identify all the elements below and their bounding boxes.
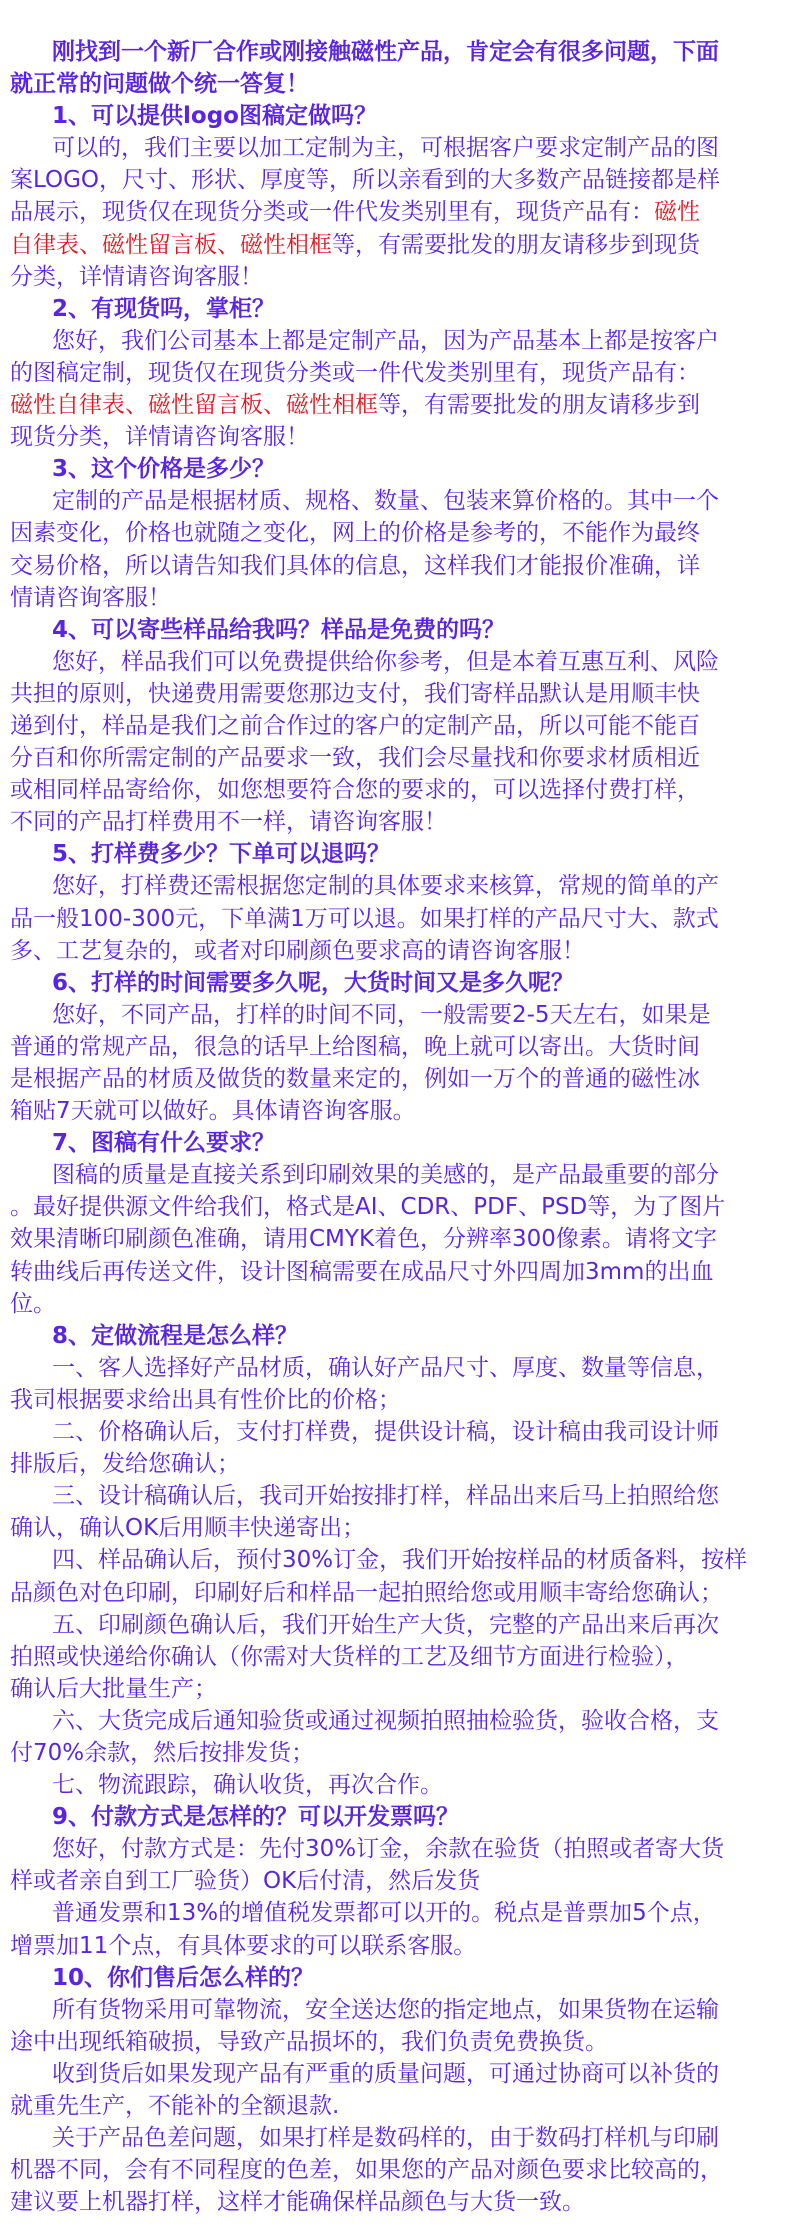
faq-answer-line [0, 678, 800, 710]
text-segment: 您好，不同产品，打样的时间不同，一般需要2-5天左右，如果是 [52, 1001, 711, 1028]
text-segment: 您好，样品我们可以免费提供给你参考，但是本着互惠互利、风险 [52, 648, 719, 675]
text-segment: 的图稿定制，现货仅在现货分类或一件代发类别里有，现货产品有： [10, 359, 700, 386]
faq-question: 5、打样费多少？下单可以退吗？ [52, 841, 391, 868]
faq-answer-line [0, 1159, 800, 1191]
text-segment: 就正常的问题做个统一答复！ [10, 71, 309, 98]
text-segment: 就重先生产，不能补的全额退款. [10, 2093, 340, 2119]
text-segment: 是根据产品的材质及做货的数量来定的，例如一万个的普通的磁性冰 [10, 1066, 700, 1092]
faq-answer-line [0, 1930, 800, 1962]
text-segment: 刚找到一个新厂合作或刚接触磁性产品，肯定会有很多问题，下面 [52, 39, 719, 65]
faq-answer-line [0, 229, 800, 261]
faq-answer-line [0, 1095, 800, 1127]
faq-item-7 [0, 1127, 800, 1320]
text-segment: 品一般100-300元，下单满1万可以退。如果打样的产品尺寸大、款式 [10, 905, 719, 932]
faq-question: 9、付款方式是怎样的？可以开发票吗？ [52, 1804, 460, 1831]
faq-answer-line [0, 164, 800, 196]
text-segment: 定制的产品是根据材质、规格、数量、包装来算价格的。其中一个 [52, 488, 719, 515]
text-segment: 可以的，我们主要以加工定制为主，可根据客户要求定制产品的图 [52, 135, 719, 162]
text-segment: 您好，我们公司基本上都是定制产品，因为产品基本上都是按客户 [52, 327, 719, 354]
text-segment: 品展示，现货仅在现货分类或一件代发类别里有，现货产品有： [10, 199, 654, 226]
faq-question: 8、定做流程是怎么样？ [52, 1322, 299, 1349]
faq-answer-line [0, 2122, 800, 2154]
faq-answer-line [0, 1865, 800, 1897]
faq-answer-line [0, 389, 800, 421]
faq-question: 3、这个价格是多少？ [52, 456, 276, 483]
faq-answer-line [0, 485, 800, 517]
text-segment: 图稿的质量是直接关系到印刷效果的美感的，是产品最重要的部分 [52, 1162, 719, 1189]
highlighted-product-text: 磁性自律表、磁性留言板、磁性相框 [10, 392, 378, 419]
faq-answer-line [0, 2058, 800, 2090]
faq-answer-line [0, 1705, 800, 1737]
faq-answer-line [0, 1384, 800, 1416]
text-segment: 我司根据要求给出具有性价比的价格； [10, 1386, 401, 1413]
text-segment: 或相同样品寄给你，如您想要符合您的要求的，可以选择付费打样， [10, 777, 700, 804]
text-segment: 箱贴7天就可以做好。具体请咨询客服。 [10, 1098, 416, 1125]
faq-answer-line [0, 1256, 800, 1288]
text-segment: 收到货后如果发现产品有严重的质量问题，可通过协商可以补货的 [52, 2060, 719, 2087]
faq-item-8 [0, 1320, 800, 1801]
text-segment: 普通的常规产品，很急的话早上给图稿，晚上就可以寄出。大货时间 [10, 1033, 700, 1060]
text-segment: 不同的产品打样费用不一样，请咨询客服！ [10, 809, 447, 836]
faq-answer-line [0, 1416, 800, 1448]
text-segment: 转曲线后再传送文件，设计图稿需要在成品尺寸外四周加3mm的出血 [10, 1258, 714, 1285]
faq-answer-line [0, 2186, 800, 2218]
text-segment: 共担的原则，快递费用需要您那边支付，我们寄样品默认是用顺丰快 [10, 680, 700, 707]
text-segment: 分百和你所需定制的产品要求一致，我们会尽量找和你要求材质相近 [10, 745, 700, 772]
text-segment: 交易价格，所以请告知我们具体的信息，这样我们才能报价准确，详 [10, 552, 700, 579]
text-segment: 七、物流跟踪，确认收货，再次合作。 [52, 1772, 443, 1799]
faq-answer-line [0, 421, 800, 453]
highlighted-product-text: 磁性 [654, 199, 700, 226]
faq-answer-line [0, 2154, 800, 2186]
faq-answer-line [0, 325, 800, 357]
intro-line [0, 36, 800, 68]
faq-answer-line [0, 1673, 800, 1705]
text-segment: 付70%余款，然后按排发货； [10, 1739, 315, 1766]
faq-item-3 [0, 453, 800, 613]
text-segment: 确认，确认OK后用顺丰快递寄出； [10, 1515, 366, 1542]
text-segment: 因素变化，价格也就随之变化，网上的价格是参考的，不能作为最终 [10, 520, 700, 547]
faq-answer-line [0, 1641, 800, 1673]
text-segment: 等，有需要批发的朋友请移步到 [378, 392, 700, 419]
text-segment: 样或者亲自到工厂验货）OK后付清，然后发货 [10, 1868, 481, 1895]
text-segment: 位。 [10, 1290, 56, 1317]
text-segment: 四、样品确认后，预付30%订金，我们开始按样品的材质备料，按样 [52, 1547, 748, 1574]
faq-answer-line [0, 132, 800, 164]
faq-question: 7、图稿有什么要求？ [52, 1130, 276, 1157]
faq-answer-line [0, 1769, 800, 1801]
faq-answer-line [0, 261, 800, 293]
faq-item-2 [0, 293, 800, 453]
faq-answer-line [0, 903, 800, 935]
faq-answer-line [0, 357, 800, 389]
faq-list [0, 100, 800, 2218]
faq-answer-line [0, 550, 800, 582]
faq-item-5 [0, 838, 800, 966]
faq-answer-line [0, 1544, 800, 1576]
faq-item-4 [0, 614, 800, 839]
text-segment: 等，有需要批发的朋友请移步到现货 [332, 231, 700, 258]
faq-answer-line [0, 806, 800, 838]
highlighted-product-text: 自律表、磁性留言板、磁性相框 [10, 231, 332, 258]
faq-answer-line [0, 1223, 800, 1255]
faq-answer-line [0, 1063, 800, 1095]
text-segment: 多、工艺复杂的，或者对印刷颜色要求高的请咨询客服！ [10, 937, 585, 964]
faq-answer-line [0, 1994, 800, 2026]
faq-item-9 [0, 1801, 800, 1961]
faq-item-6 [0, 967, 800, 1127]
text-segment: 您好，打样费还需根据您定制的具体要求来核算，常规的简单的产 [52, 873, 719, 900]
faq-answer-line [0, 742, 800, 774]
faq-answer-line [0, 2090, 800, 2122]
text-segment: 三、设计稿确认后，我司开始按排打样，样品出来后马上拍照给您 [52, 1483, 719, 1510]
faq-answer-line [0, 1897, 800, 1929]
text-segment: 。最好提供源文件给我们，格式是AI、CDR、PDF、PSD等，为了图片 [10, 1194, 726, 1221]
text-segment: 拍照或快递给你确认（你需对大货样的工艺及细节方面进行检验）， [10, 1643, 689, 1670]
text-segment: 递到付，样品是我们之前合作过的客户的定制产品，所以可能不能百 [10, 712, 700, 739]
text-segment: 效果清晰印刷颜色准确，请用CMYK着色，分辨率300像素。请将文字 [10, 1226, 717, 1253]
faq-answer-line [0, 1288, 800, 1320]
faq-answer-line [0, 1833, 800, 1865]
faq-answer-line [0, 1191, 800, 1223]
faq-answer-line [0, 582, 800, 614]
faq-document [0, 36, 800, 2218]
faq-answer-line [0, 870, 800, 902]
faq-answer-line [0, 1609, 800, 1641]
text-segment: 所有货物采用可靠物流，安全送达您的指定地点，如果货物在运输 [52, 1996, 719, 2023]
text-segment: 增票加11个点，有具体要求的可以联系客服。 [10, 1932, 477, 1959]
faq-answer-line [0, 935, 800, 967]
text-segment: 关于产品色差问题，如果打样是数码样的，由于数码打样机与印刷 [52, 2125, 719, 2152]
text-segment: 二、价格确认后，支付打样费，提供设计稿，设计稿由我司设计师 [52, 1419, 719, 1446]
text-segment: 情请咨询客服！ [10, 584, 171, 611]
text-segment: 途中出现纸箱破损，导致产品损坏的，我们负责免费换货。 [10, 2028, 608, 2055]
faq-answer-line [0, 999, 800, 1031]
faq-question: 10、你们售后怎么样的？ [52, 1964, 315, 1991]
text-segment: 您好，付款方式是：先付30%订金，余款在验货（拍照或者寄大货 [52, 1836, 725, 1863]
text-segment: 分类，详情请咨询客服！ [10, 263, 263, 290]
text-segment: 确认后大批量生产； [10, 1675, 217, 1702]
text-segment: 一、客人选择好产品材质，确认好产品尺寸、厚度、数量等信息， [52, 1354, 719, 1381]
faq-item-1 [0, 100, 800, 293]
faq-answer-line [0, 1352, 800, 1384]
text-segment: 建议要上机器打样，这样才能确保样品颜色与大货一致。 [10, 2189, 585, 2216]
faq-answer-line [0, 1480, 800, 1512]
faq-answer-line [0, 517, 800, 549]
faq-answer-line [0, 196, 800, 228]
text-segment: 品颜色对色印刷，印刷好后和样品一起拍照给您或用顺丰寄给您确认； [10, 1579, 723, 1606]
faq-answer-line [0, 1512, 800, 1544]
faq-answer-line [0, 710, 800, 742]
faq-question: 6、打样的时间需要多久呢，大货时间又是多久呢？ [52, 969, 575, 996]
faq-answer-line [0, 1448, 800, 1480]
intro-line [0, 68, 800, 100]
faq-answer-line [0, 2026, 800, 2058]
text-segment: 案LOGO，尺寸、形状、厚度等，所以亲看到的大多数产品链接都是样 [10, 167, 721, 194]
faq-answer-line [0, 774, 800, 806]
text-segment: 六、大货完成后通知验货或通过视频拍照抽检验货，验收合格，支 [52, 1707, 719, 1734]
faq-answer-line [0, 1577, 800, 1609]
text-segment: 排版后，发给您确认； [10, 1451, 240, 1478]
text-segment: 机器不同，会有不同程度的色差，如果您的产品对颜色要求比较高的， [10, 2157, 723, 2184]
faq-question: 2、有现货吗，掌柜？ [52, 295, 276, 322]
faq-answer-line [0, 1737, 800, 1769]
faq-question: 4、可以寄些样品给我吗？样品是免费的吗？ [52, 616, 506, 643]
faq-question: 1、可以提供logo图稿定做吗？ [52, 103, 377, 130]
faq-item-10 [0, 1962, 800, 2219]
intro-block [0, 36, 800, 100]
text-segment: 五、印刷颜色确认后，我们开始生产大货，完整的产品出来后再次 [52, 1611, 719, 1638]
text-segment: 普通发票和13%的增值税发票都可以开的。税点是普票加5个点， [52, 1900, 716, 1927]
faq-answer-line [0, 1031, 800, 1063]
text-segment: 现货分类，详情请咨询客服！ [10, 424, 309, 451]
faq-answer-line [0, 646, 800, 678]
